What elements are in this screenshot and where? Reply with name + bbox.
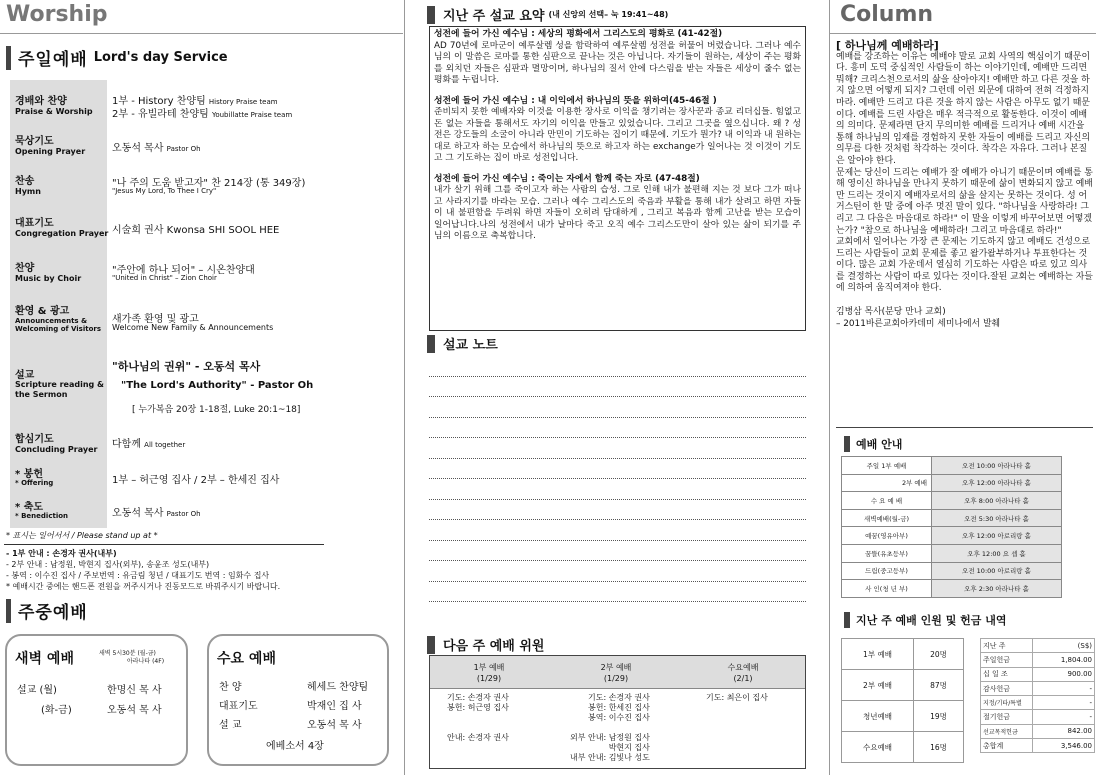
attendance-row (842, 670, 964, 701)
service-name: 사 인(청 년 부) (842, 580, 932, 598)
attendance-row (842, 732, 964, 763)
summary-subtitle: (내 신앙의 선택– 눅 19:41~48) (548, 10, 669, 19)
offering-row (981, 667, 1095, 681)
assignment: 안내: 손경자 권사 (447, 733, 509, 742)
next-col-1 (447, 693, 509, 743)
note-line (429, 438, 806, 459)
order-value: "주안에 하나 되어" – 시온찬양대 (112, 265, 255, 276)
sermon-title: "하나님의 권위" - 오동석 목사 (112, 360, 261, 373)
service-info-title: 예배 안내 (856, 438, 903, 451)
note-line (429, 582, 806, 603)
sermon-summary-box (429, 26, 806, 331)
assignment: 외부 안내: 남정원 집사 (570, 733, 650, 742)
offering-table (980, 638, 1095, 753)
order-value-en: "Jesus My Lord, To Thee I Cry" (112, 187, 217, 195)
attendance-count: 20명 (914, 639, 964, 670)
service-time: 오전 10:00 아라나타 홀 (932, 457, 1062, 475)
next-col-header (444, 662, 534, 684)
offering-amount: 842.00 (1033, 724, 1095, 738)
attendance-service: 1부 예배 (842, 639, 914, 670)
schedule-row (842, 544, 1062, 562)
offering-amount: 1,804.00 (1033, 653, 1095, 667)
order-title-en: Opening Prayer (15, 147, 86, 156)
order-title: 묵상기도 (15, 136, 54, 147)
offering-label: 지난 주 (981, 639, 1033, 653)
note-line: * 예배시간 중에는 핸드폰 전원을 꺼주시거나 진동모드로 바꿔주시기 바랍니다. (6, 582, 281, 591)
notes-heading (427, 334, 498, 353)
schedule-row (842, 492, 1062, 510)
offering-label: 총합계 (981, 739, 1033, 753)
offering-label: 주일헌금 (981, 653, 1033, 667)
order-value-en: Youbillatte Praise team (211, 111, 293, 119)
next-col-header (571, 662, 661, 684)
sunday-service-en: Lord's day Service (93, 50, 228, 65)
service-name: 1부 예배 (473, 663, 505, 672)
dawn-role: (화-금) (41, 705, 72, 716)
service-time: 오전 10:00 아로리랑 홀 (932, 562, 1062, 580)
service-date: (2/1) (733, 674, 753, 683)
service-name: 예꿈(영유아부) (842, 527, 932, 545)
offering-row (981, 739, 1095, 753)
offering-label: 선교목적헌금 (981, 724, 1033, 738)
heading-bar (6, 46, 11, 70)
note-line (429, 500, 806, 521)
service-name: 드림(중고등부) (842, 562, 932, 580)
heading-bar (427, 636, 435, 654)
next-week-title: 다음 주 예배 위원 (443, 639, 545, 654)
order-value: 1부 - History 찬양팀 (112, 96, 206, 107)
assignment: 내부 안내: 김빛나 성도 (570, 753, 650, 762)
attendance-service: 청년예배 (842, 701, 914, 732)
service-time: 오후 8:00 아라나타 홀 (932, 492, 1062, 510)
service-date: (1/29) (603, 674, 629, 683)
essay-title: [ 하나님께 예배하라] (836, 39, 939, 52)
spacer (447, 713, 509, 733)
sermon-title-en: "The Lord's Authority" - Pastor Oh (121, 380, 314, 391)
note-line (429, 479, 806, 500)
title-divider (0, 33, 403, 34)
sermon-column (404, 0, 828, 775)
order-value: 2부 - 유빌라테 찬양팀 (112, 109, 209, 120)
heading-bar (6, 599, 11, 623)
essay-paragraph: 예배를 강조하는 이유는 예배야 말로 교회 사역의 핵심이기 때문이다. 흥미 도덕 중심적인 사람들이 하는 이야기인데, 예배만 드리면 뭐해? 크리스천으로서의 삶을 살아야지! 예배만 하고 다른 것을 하지 않으면 어떻게 되지? 그런데 이런 외문에 대하여 전혀 걱정하지 마라. 예배만 드리고 다른 것을 하지 않는 사람은 아무도 없기 때문이다. 예배를 드린 사람은 매우 적극적으로 활동한다. 이것이 예배의 의미다. 문제라면 단지 무의미한 예배를 드리거나 예배 시간을 통해 하나님의 임재를 경험하지 못한 자들이 예배를 드리고 자신의 의무를 다한 것처럼 착각하는 것이다. 착각은 자유다. 그러나 본질은 알아야 한다. (836, 51, 1091, 166)
report-title: 지난 주 예배 인원 및 헌금 내역 (856, 614, 1007, 627)
sermon-note-lines[interactable] (429, 356, 806, 602)
assignment: 박현지 집사 (608, 743, 650, 752)
order-title: 찬송 (15, 176, 35, 187)
note-line: - 봉역 : 이수진 집사 / 주보번역 : 유금림 청년 / 대표기도 번역 : 임화수 집사 (6, 571, 270, 580)
summary-body: AD 70년에 로마군이 예루살렘 성을 함락하여 예루살렘 성전을 허물어 버렸습니다. 그러나 예수님의 이 말씀은 로마를 통한 심판으로 끝나는 것은 아닙니다. 자기들이 원하는, 세상이 주는 평화를 외치던 자들은 심판과 멸망이며, 하나님의 질서 안에 다스림을 받는 자들은 세상이 줄수 없는 평화를 누립니다. (434, 40, 801, 85)
order-title: 합심기도 (15, 434, 54, 445)
offering-row (981, 681, 1095, 695)
order-value-en: Pastor Oh (166, 145, 201, 153)
service-schedule-table (841, 456, 1062, 598)
dawn-service-place: 아라나타 (4F) (127, 658, 165, 665)
essay-paragraph: 교회에서 일어나는 가장 큰 문제는 기도하지 않고 예배도 건성으로 드리는 사람들이 교회 문제를 좋고 왈가왈부하거나 투표한다는 것이다. 많은 교회 가운데서 열심히 기도하는 사람은 따로 있고 의사를 결정하는 사람이 따로 있다는 것이다.잘된 교회는 예배하는 자들에 의하여 움직여져야 한다. (836, 237, 1093, 294)
service-name: 2부 예배 (842, 474, 932, 492)
service-time: 오후 12:00 아로리랑 홀 (932, 527, 1062, 545)
wednesday-service-box (207, 634, 389, 766)
assignment: 기도: 손경자 권사 (447, 693, 509, 702)
dawn-person: 한명신 목 사 (107, 685, 162, 696)
assignment: 기도: 손경자 권사 (588, 693, 650, 702)
dawn-service-time: 새벽 5시30분 (월-금) (99, 650, 156, 657)
service-name: 꿈뜰(유초등부) (842, 544, 932, 562)
service-name: 새벽예배(월-금) (842, 509, 932, 527)
essay-paragraph: 문제는 당신이 드리는 예배가 잘 예배가 아니기 때문이며 예배를 통해 영이신 하나님을 만나지 못하기 때문에 삶이 변화되지 않고 예배만 드리는 것이지 예배자로서의 삶을 살지는 못하는 것이다. 성 어거스틴이 한 말 중에 아주 멋진 말이 있다. "하나님을 사랑하라! 그리고 그 다음은 마음대로 하라!" 이 말을 이렇게 바꾸어보면 어떻겠는가? "참으로 하나님을 예배하라! 그리고 마음대로 하라!" (836, 167, 1093, 236)
essay-source: – 2011바른교회아카데미 세미나에서 발췌 (836, 318, 1001, 329)
order-value-en: All together (144, 441, 186, 449)
sermon-scripture: [ 누가복음 20장 1-18절, Luke 20:1~18] (132, 405, 301, 415)
note-line (429, 561, 806, 582)
order-title: 설교 (15, 370, 35, 381)
order-title-en: Congregation Prayer (15, 229, 109, 238)
order-title-en: Music by Choir (15, 274, 82, 283)
note-line (429, 377, 806, 398)
note-line (429, 541, 806, 562)
wednesday-service-title: 수요 예배 (217, 651, 276, 667)
order-title-en: Hymn (15, 187, 41, 196)
offering-label: 십 일 조 (981, 667, 1033, 681)
assignment: 봉역: 이수진 집사 (588, 713, 650, 722)
attendance-row (842, 701, 964, 732)
column-title: Column (840, 2, 934, 27)
schedule-row (842, 580, 1062, 598)
order-title-en: Concluding Prayer (15, 445, 98, 454)
service-name: 주일 1부 예배 (842, 457, 932, 475)
service-notes (6, 548, 401, 592)
order-title-en: * Benediction (15, 512, 69, 520)
offering-row (981, 653, 1095, 667)
wed-person: 오동석 목 사 (307, 720, 362, 731)
service-info-heading (844, 436, 902, 452)
wed-role: 찬 양 (219, 682, 242, 693)
offering-label: 절기헌금 (981, 710, 1033, 724)
schedule-row (842, 527, 1062, 545)
offering-amount: - (1033, 696, 1095, 710)
order-title: 경배와 찬양 (15, 96, 67, 107)
order-value: 새가족 환영 및 광고 (112, 314, 199, 325)
wed-scripture: 에베소서 4장 (266, 741, 324, 752)
summary-title: 지난 주 설교 요약 (443, 9, 545, 24)
order-value-en: "United in Christ" – Zion Choir (112, 274, 217, 282)
assignment: 봉헌: 한세진 집사 (588, 703, 650, 712)
order-title: 대표기도 (15, 218, 54, 229)
offering-row (981, 710, 1095, 724)
service-name: 2부 예배 (600, 663, 632, 672)
next-week-table (429, 655, 806, 769)
order-title: 환영 & 광고 (15, 306, 70, 317)
offering-row (981, 724, 1095, 738)
order-value: 다함께 (112, 439, 141, 450)
heading-bar (844, 436, 850, 452)
attendance-count: 19명 (914, 701, 964, 732)
note-line (429, 356, 806, 377)
summary-body: 내가 살기 위해 그를 죽이고자 하는 사람의 습성. 그로 인해 내가 불편해 지는 것 보다 그가 떠나고 사라지기를 바라는 모습. 그러나 예수 그리스도의 죽음과 부활을 통해 내가 살려고 하면 자들이 내 불편함을 두려워 하면 자들이 오히려 담대하게 , 그리고 복음과 함께 고난을 받는 모습이 일어납니다.나의 성전에서 내가 날마다 죽고 오직 예수 그리스도만이 살아 있는 삶이 되기를 주님의 이름으로 축복합니다. (434, 185, 801, 241)
order-value: 오동석 목사 (112, 143, 164, 154)
summary-heading-text: 성전에 들어 가신 예수님 : 세상의 평화에서 그리스도의 평화로 (41-42절) (434, 29, 723, 39)
assignment: 봉헌: 허근영 집사 (447, 703, 509, 712)
wed-role: 대표기도 (219, 701, 258, 712)
order-title: * 봉헌 (15, 469, 44, 480)
spacer (570, 723, 650, 733)
service-name: 수 요 예 배 (842, 492, 932, 510)
column-essay (836, 40, 1093, 330)
order-title-en: Announcements & Welcoming of Visitors (15, 317, 102, 333)
sunday-service-ko: 주일예배 (18, 50, 88, 70)
wed-person: 헤세드 찬양팀 (307, 682, 369, 693)
offering-label: 지정/기타/특별 (981, 696, 1033, 710)
order-title-en: Scripture reading & the Sermon (15, 380, 105, 399)
order-value-en: History Praise team (208, 98, 278, 106)
schedule-row (842, 509, 1062, 527)
service-date: (1/29) (476, 674, 502, 683)
stand-note: * 표시는 일어서서 / Please stand up at * (6, 531, 158, 540)
offering-amount: 3,546.00 (1033, 739, 1095, 753)
title-divider (830, 33, 1096, 34)
service-time: 오후 12:00 아라나타 홀 (932, 474, 1062, 492)
attendance-service: 수요예배 (842, 732, 914, 763)
summary-heading (427, 5, 668, 24)
heading-bar (427, 6, 435, 24)
report-heading (844, 612, 1007, 628)
attendance-count: 16명 (914, 732, 964, 763)
order-value: 오동석 목사 (112, 508, 164, 519)
weekday-title: 주중예배 (18, 603, 88, 623)
notes-title: 설교 노트 (443, 338, 498, 353)
note-line (429, 418, 806, 439)
heading-bar (427, 335, 435, 353)
service-time: 오후 2:30 아라나타 홀 (932, 580, 1062, 598)
offering-row (981, 696, 1095, 710)
assignment: 기도: 최은이 집사 (706, 693, 768, 702)
order-value-en: Welcome New Family & Announcements (112, 323, 274, 332)
offering-amount: 900.00 (1033, 667, 1095, 681)
order-title-en: * Offering (15, 479, 54, 487)
schedule-row (842, 457, 1062, 475)
order-value: "나 주의 도움 받고자" 찬 214장 (통 349장) (112, 178, 306, 189)
summary-paragraph (434, 96, 801, 165)
next-col-header (698, 662, 788, 684)
summary-paragraph (434, 29, 801, 87)
next-week-heading (427, 635, 544, 654)
attendance-row (842, 639, 964, 670)
worship-title: Worship (6, 2, 108, 27)
service-time: 오후 12:00 요 셉 홀 (932, 544, 1062, 562)
summary-heading-text: 성전에 들어 가신 예수님 : 내 이익에서 하나님의 뜻을 위하여(45-46절 ) (434, 95, 717, 106)
column-column (829, 0, 1096, 775)
dawn-service-box (5, 634, 188, 766)
attendance-count: 87명 (914, 670, 964, 701)
heading-bar (844, 612, 850, 628)
attendance-service: 2부 예배 (842, 670, 914, 701)
order-value: 1부 – 허근영 집사 / 2부 – 한세진 집사 (112, 475, 280, 486)
weekday-heading (6, 598, 88, 623)
attendance-table (841, 638, 964, 763)
dawn-service-title: 새벽 예배 (15, 651, 74, 667)
order-value-en: Pastor Oh (166, 510, 201, 518)
note-line: - 2부 안내 : 남정원, 박현지 집사(외부), 송윤조 성도(내부) (6, 560, 210, 569)
note-line (429, 459, 806, 480)
next-col-3 (706, 693, 768, 703)
order-value: 시술희 권사 Kwonsa SHI SOOL HEE (112, 225, 280, 236)
offering-amount: (S$) (1033, 639, 1095, 653)
dawn-role: 설교 (월) (17, 685, 57, 696)
sunday-service-heading (6, 45, 228, 70)
offering-amount: - (1033, 681, 1095, 695)
summary-body: 준비되지 못한 예배자와 이것을 이용한 장사로 이익을 챙기려는 장사꾼과 종교 리더십들. 힘없고 돈 없는 자들을 통해서도 자기의 이익을 만들고 있었습니다. 그리고 그곳을 옆으십니다. 왜 ? 성전은 강도들의 소굴이 아니라 만민이 기도하는 집이기 때문에. 기도가 뭔가? 내 이익과 내 원하는 대로 하고자 하는 모습에서 하나님의 뜻으로 하고자 하는 exchange가 일어나는 것 이것이 기도고 그 기도하는 집이 바로 성전입니다. (434, 107, 801, 163)
offering-amount: - (1033, 710, 1095, 724)
next-week-header (430, 656, 805, 689)
next-col-2 (570, 693, 650, 763)
schedule-row (842, 562, 1062, 580)
notes-divider (4, 544, 324, 545)
summary-paragraph (434, 174, 801, 243)
wed-role: 설 교 (219, 720, 242, 731)
note-line (429, 397, 806, 418)
service-time: 오전 5:30 아라나타 홀 (932, 509, 1062, 527)
note-line: - 1부 안내 : 손경자 권사(내부) (6, 549, 117, 558)
note-line (429, 520, 806, 541)
wed-person: 박재인 집 사 (307, 701, 362, 712)
dawn-person: 오동석 목 사 (107, 705, 162, 716)
offering-row (981, 639, 1095, 653)
order-title-en: Praise & Worship (15, 107, 93, 116)
essay-divider (836, 427, 1093, 428)
offering-label: 감사헌금 (981, 681, 1033, 695)
order-title: * 축도 (15, 502, 44, 513)
order-title: 찬양 (15, 263, 35, 274)
service-name: 수요예배 (727, 663, 759, 672)
summary-heading-text: 성전에 들어 가신 예수님 : 죽이는 자에서 함께 죽는 자로 (47-48절) (434, 173, 700, 184)
essay-author: 김병삼 목사(분당 만나 교회) (836, 307, 946, 318)
schedule-row (842, 474, 1062, 492)
worship-column (0, 0, 403, 775)
